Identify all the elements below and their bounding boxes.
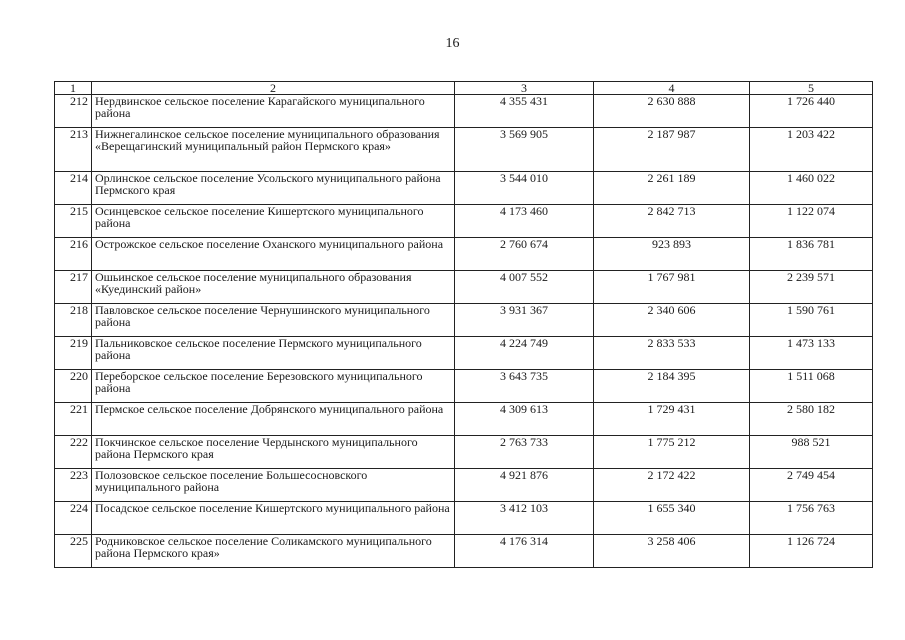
table-row	[55, 205, 873, 238]
row-number: 215	[55, 205, 92, 238]
row-number: 224	[55, 502, 92, 535]
settlement-name: Нижнегалинское сельское поселение муниципального образования «Верещагинский муниципальный район Пермского края»	[92, 128, 455, 172]
value-col-4: 2 261 189	[594, 172, 750, 205]
value-col-5: 2 749 454	[750, 469, 873, 502]
table-row	[55, 304, 873, 337]
value-col-3: 4 224 749	[455, 337, 594, 370]
value-col-5: 1 756 763	[750, 502, 873, 535]
value-col-5: 2 580 182	[750, 403, 873, 436]
value-col-4: 1 655 340	[594, 502, 750, 535]
value-col-5: 2 239 571	[750, 271, 873, 304]
value-col-4: 2 630 888	[594, 95, 750, 128]
row-number: 221	[55, 403, 92, 436]
settlement-name: Острожское сельское поселение Оханского муниципального района	[92, 238, 455, 271]
settlement-name: Нердвинское сельское поселение Карагайского муниципального района	[92, 95, 455, 128]
value-col-4: 2 184 395	[594, 370, 750, 403]
value-col-4: 923 893	[594, 238, 750, 271]
row-number: 220	[55, 370, 92, 403]
table-header-row	[55, 82, 873, 95]
settlement-name: Переборское сельское поселение Березовского муниципального района	[92, 370, 455, 403]
value-col-3: 2 760 674	[455, 238, 594, 271]
row-number: 214	[55, 172, 92, 205]
table-row	[55, 95, 873, 128]
value-col-5: 1 726 440	[750, 95, 873, 128]
row-number: 222	[55, 436, 92, 469]
row-number: 212	[55, 95, 92, 128]
value-col-3: 3 412 103	[455, 502, 594, 535]
settlement-name: Орлинское сельское поселение Усольского муниципального района Пермского края	[92, 172, 455, 205]
settlement-name: Родниковское сельское поселение Соликамского муниципального района Пермского края»	[92, 535, 455, 568]
row-number: 223	[55, 469, 92, 502]
value-col-4: 2 833 533	[594, 337, 750, 370]
table-row	[55, 271, 873, 304]
page-number: 16	[445, 36, 460, 51]
value-col-5: 1 511 068	[750, 370, 873, 403]
table-row	[55, 535, 873, 568]
table-row	[55, 502, 873, 535]
row-number: 225	[55, 535, 92, 568]
row-number: 216	[55, 238, 92, 271]
settlement-name: Павловское сельское поселение Чернушинского муниципального района	[92, 304, 455, 337]
table-row	[55, 337, 873, 370]
column-header-1: 1	[55, 82, 92, 95]
table-row	[55, 172, 873, 205]
value-col-3: 4 176 314	[455, 535, 594, 568]
value-col-3: 2 763 733	[455, 436, 594, 469]
table-row	[55, 370, 873, 403]
row-number: 217	[55, 271, 92, 304]
value-col-5: 1 836 781	[750, 238, 873, 271]
value-col-3: 4 355 431	[455, 95, 594, 128]
value-col-5: 1 590 761	[750, 304, 873, 337]
column-header-4: 4	[594, 82, 750, 95]
value-col-4: 3 258 406	[594, 535, 750, 568]
value-col-3: 3 544 010	[455, 172, 594, 205]
table-row	[55, 469, 873, 502]
settlement-name: Ошьинское сельское поселение муниципального образования «Куединский район»	[92, 271, 455, 304]
value-col-5: 1 126 724	[750, 535, 873, 568]
value-col-4: 1 775 212	[594, 436, 750, 469]
table-row	[55, 128, 873, 172]
settlement-name: Покчинское сельское поселение Чердынского муниципального района Пермского края	[92, 436, 455, 469]
table-row	[55, 238, 873, 271]
value-col-4: 2 187 987	[594, 128, 750, 172]
value-col-3: 4 173 460	[455, 205, 594, 238]
settlement-name: Посадское сельское поселение Кишертского муниципального района	[92, 502, 455, 535]
table-row	[55, 436, 873, 469]
row-number: 218	[55, 304, 92, 337]
value-col-3: 4 007 552	[455, 271, 594, 304]
value-col-4: 1 729 431	[594, 403, 750, 436]
row-number: 213	[55, 128, 92, 172]
value-col-4: 1 767 981	[594, 271, 750, 304]
value-col-5: 1 473 133	[750, 337, 873, 370]
settlement-name: Осинцевское сельское поселение Кишертского муниципального района	[92, 205, 455, 238]
value-col-4: 2 172 422	[594, 469, 750, 502]
settlement-name: Полозовское сельское поселение Большесосновского муниципального района	[92, 469, 455, 502]
value-col-4: 2 842 713	[594, 205, 750, 238]
value-col-5: 1 203 422	[750, 128, 873, 172]
settlements-table	[54, 81, 873, 568]
value-col-4: 2 340 606	[594, 304, 750, 337]
value-col-5: 988 521	[750, 436, 873, 469]
value-col-3: 4 921 876	[455, 469, 594, 502]
value-col-3: 3 931 367	[455, 304, 594, 337]
row-number: 219	[55, 337, 92, 370]
settlement-name: Пальниковское сельское поселение Пермского муниципального района	[92, 337, 455, 370]
column-header-5: 5	[750, 82, 873, 95]
value-col-5: 1 460 022	[750, 172, 873, 205]
column-header-3: 3	[455, 82, 594, 95]
value-col-5: 1 122 074	[750, 205, 873, 238]
value-col-3: 3 569 905	[455, 128, 594, 172]
column-header-2: 2	[92, 82, 455, 95]
table-row	[55, 403, 873, 436]
value-col-3: 3 643 735	[455, 370, 594, 403]
value-col-3: 4 309 613	[455, 403, 594, 436]
settlement-name: Пермское сельское поселение Добрянского муниципального района	[92, 403, 455, 436]
